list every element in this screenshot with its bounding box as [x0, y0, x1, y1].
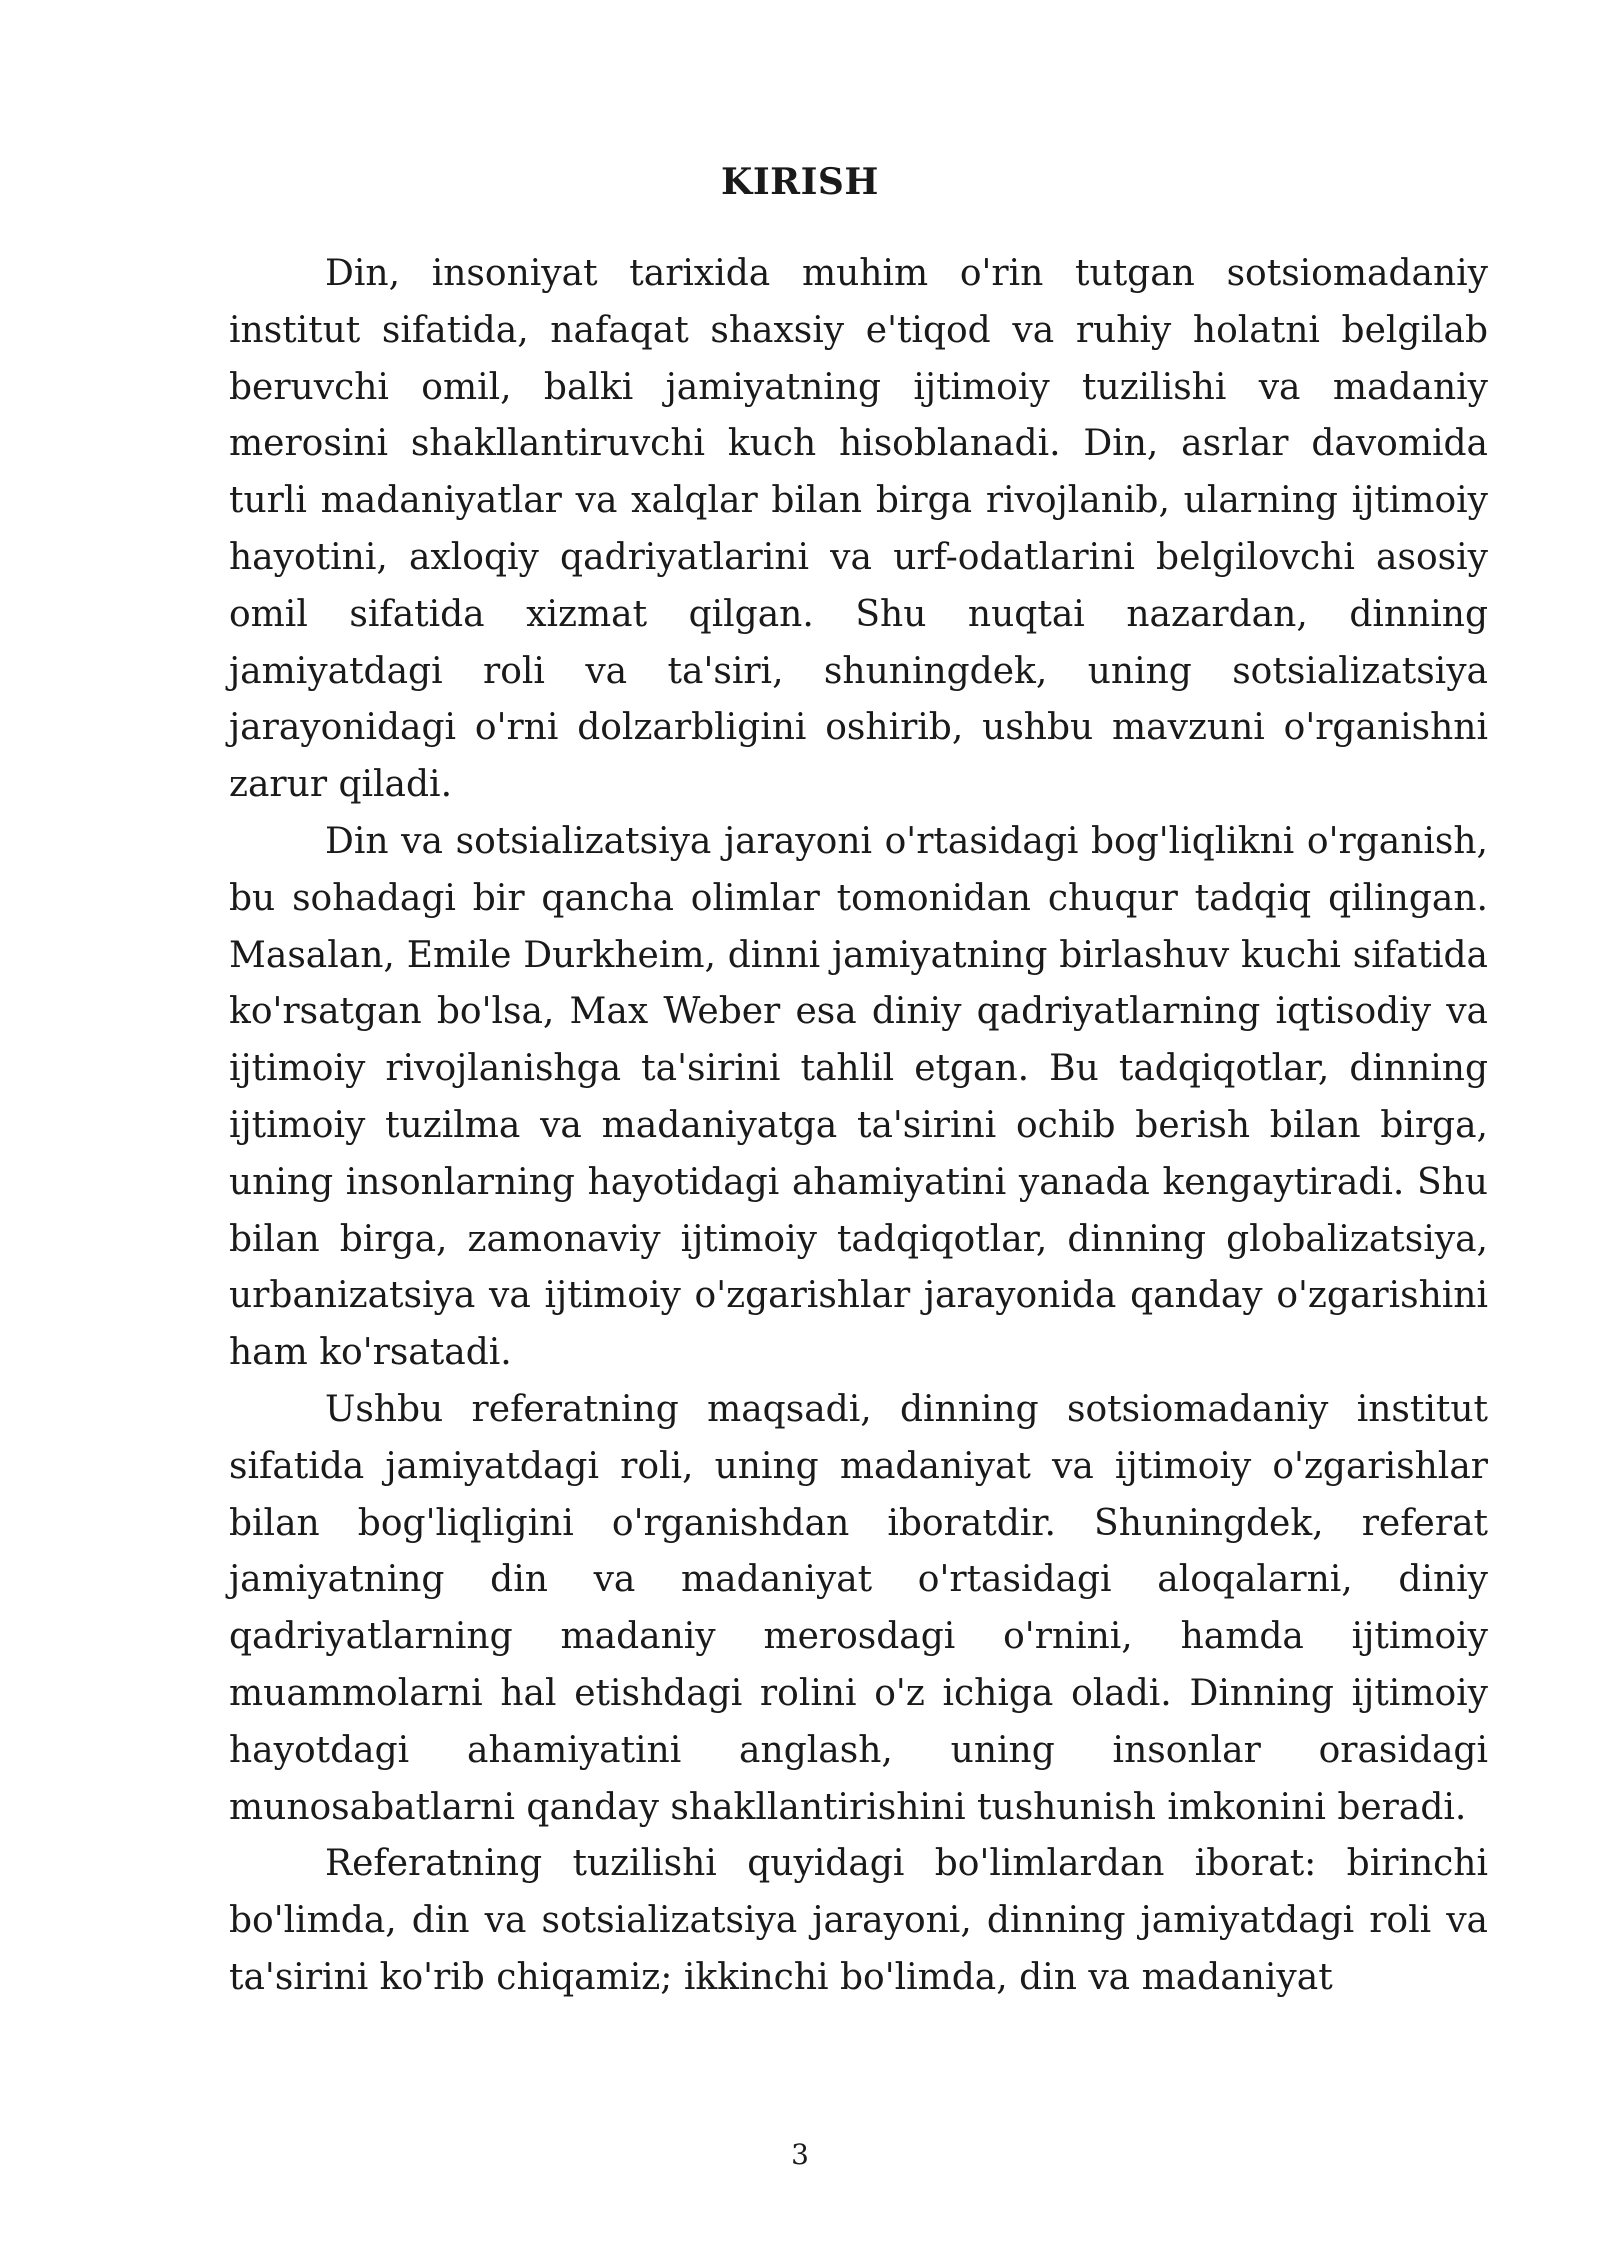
paragraph: Referatning tuzilishi quyidagi bo'limlardan iborat: birinchi bo'limda, din va sotsializatsiya jarayoni, dinning jamiyatdagi roli va ta'sirini ko'rib chiqamiz; ikkinchi bo'limda, din va madaniyat [229, 1843, 1488, 1998]
body-text [229, 246, 1488, 2007]
section-heading: KIRISH [721, 161, 879, 203]
paragraph: Din, insoniyat tarixida muhim o'rin tutgan sotsiomadaniy institut sifatida, nafaqat shaxsiy e'tiqod va ruhiy holatni belgilab beruvchi omil, balki jamiyatning ijtimoiy tuzilishi va madaniy merosini shakllantiruvchi kuch hisoblanadi. Din, asrlar davomida turli madaniyatlar va xalqlar bilan birga rivojlanib, ularning ijtimoiy hayotini, axloqiy qadriyatlarini va urf-odatlarini belgilovchi asosiy omil sifatida xizmat qilgan. Shu nuqtai nazardan, dinning jamiyatdagi roli va ta'siri, shuningdek, uning sotsializatsiya jarayonidagi o'rni dolzarbligini oshirib, ushbu mavzuni o'rganishni zarur qiladi. [229, 253, 1488, 806]
paragraph: Din va sotsializatsiya jarayoni o'rtasidagi bog'liqlikni o'rganish, bu sohadagi bir qancha olimlar tomonidan chuqur tadqiq qilingan. Masalan, Emile Durkheim, dinni jamiyatning birlashuv kuchi sifatida ko'rsatgan bo'lsa, Max Weber esa diniy qadriyatlarning iqtisodiy va ijtimoiy rivojlanishga ta'sirini tahlil etgan. Bu tadqiqotlar, dinning ijtimoiy tuzilma va madaniyatga ta'sirini ochib berish bilan birga, uning insonlarning hayotidagi ahamiyatini yanada kengaytiradi. Shu bilan birga, zamonaviy ijtimoiy tadqiqotlar, dinning globalizatsiya, urbanizatsiya va ijtimoiy o'zgarishlar jarayonida qanday o'zgarishini ham ko'rsatadi. [229, 820, 1488, 1374]
page-number: 3 [791, 2138, 809, 2171]
paragraph: Ushbu referatning maqsadi, dinning sotsiomadaniy institut sifatida jamiyatdagi roli, uning madaniyat va ijtimoiy o'zgarishlar bilan bog'liqligini o'rganishdan iboratdir. Shuningdek, referat jamiyatning din va madaniyat o'rtasidagi aloqalarni, diniy qadriyatlarning madaniy merosdagi o'rnini, hamda ijtimoiy muammolarni hal etishdagi rolini o'z ichiga oladi. Dinning ijtimoiy hayotdagi ahamiyatini anglash, uning insonlar orasidagi munosabatlarni qanday shakllantirishini tushunish imkonini beradi. [229, 1388, 1488, 1828]
